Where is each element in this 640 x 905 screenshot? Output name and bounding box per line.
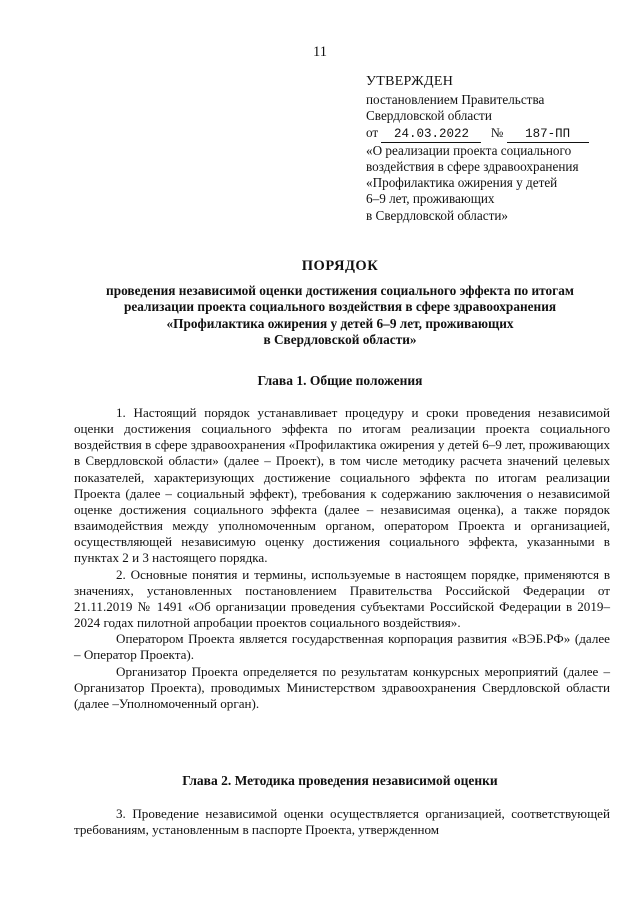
approval-line: 6–9 лет, проживающих xyxy=(366,191,495,207)
approval-title: УТВЕРЖДЕН xyxy=(366,74,454,89)
page-number: 11 xyxy=(313,44,327,60)
document-heading xyxy=(60,258,620,349)
heading-line: в Свердловской области» xyxy=(263,332,417,347)
heading-line: «Профилактика ожирения у детей 6–9 лет, проживающих xyxy=(166,315,514,331)
approval-line: постановлением Правительства xyxy=(366,92,545,108)
approval-date-line xyxy=(366,125,628,143)
heading-line: проведения независимой оценки достижения социального эффекта по итогам xyxy=(106,282,574,298)
chapter-1-body xyxy=(74,405,610,712)
paragraph-4: Организатор Проекта определяется по результатам конкурсных мероприятий (далее – Организатор Проекта), проводимых Министерством здравоохранения Свердловской области (далее –Уполномоченный орган). xyxy=(74,663,610,711)
chapter-2-body xyxy=(74,806,610,838)
approval-line: Свердловской области xyxy=(366,108,492,124)
approval-line: в Свердловской области» xyxy=(366,207,508,223)
approval-number: 187-ПП xyxy=(507,126,589,143)
paragraph-2: 2. Основные понятия и термины, используемые в настоящем порядке, применяются в значениях, установленных постановлением Правительства Российской Федерации от 21.11.2019 № 1491 «Об организации проведения субъектами Российской Федерации в 2019–2024 годах пилотной апробации проектов социального воздействия». xyxy=(74,566,610,631)
heading-line: реализации проекта социального воздействия в сфере здравоохранения xyxy=(123,299,557,314)
approval-block xyxy=(366,74,628,224)
approval-line: «Профилактика ожирения у детей xyxy=(366,175,558,191)
paragraph-3: Оператором Проекта является государственная корпорация развития «ВЭБ.РФ» (далее – Оператор Проекта). xyxy=(74,631,610,663)
chapter-2-heading: Глава 2. Методика проведения независимой оценки xyxy=(182,773,498,788)
approval-date: 24.03.2022 xyxy=(381,126,481,143)
approval-line: «О реализации проекта социального xyxy=(366,142,572,158)
chapter-1-heading: Глава 1. Общие положения xyxy=(257,373,423,388)
paragraph-5: 3. Проведение независимой оценки осуществляется организацией, соответствующей требованиям, установленным в паспорте Проекта, утвержденном xyxy=(74,806,610,838)
paragraph-1: 1. Настоящий порядок устанавливает процедуру и сроки проведения независимой оценки достижения социального эффекта по итогам реализации проекта социального воздействия в сфере здравоохранения «Профилактика ожирения у детей 6–9 лет, проживающих в Свердловской области» (далее – Проект), в том числе методику расчета значений целевых показателей, характеризующих достижение социального эффекта по итогам реализации Проекта (далее – социальный эффект), требования к содержанию заключения о независимой оценке достижения социального эффекта (далее – независимая оценка), а также порядок взаимодействия между уполномоченным органом, оператором Проекта и организацией, осуществляющей независимую оценку достижения социального эффекта, указанными в пунктах 2 и 3 настоящего порядка. xyxy=(74,405,610,566)
approval-line: воздействия в сфере здравоохранения xyxy=(366,159,579,175)
document-title: ПОРЯДОК xyxy=(301,258,379,274)
number-prefix: № xyxy=(490,124,504,140)
date-prefix: от xyxy=(366,124,379,140)
